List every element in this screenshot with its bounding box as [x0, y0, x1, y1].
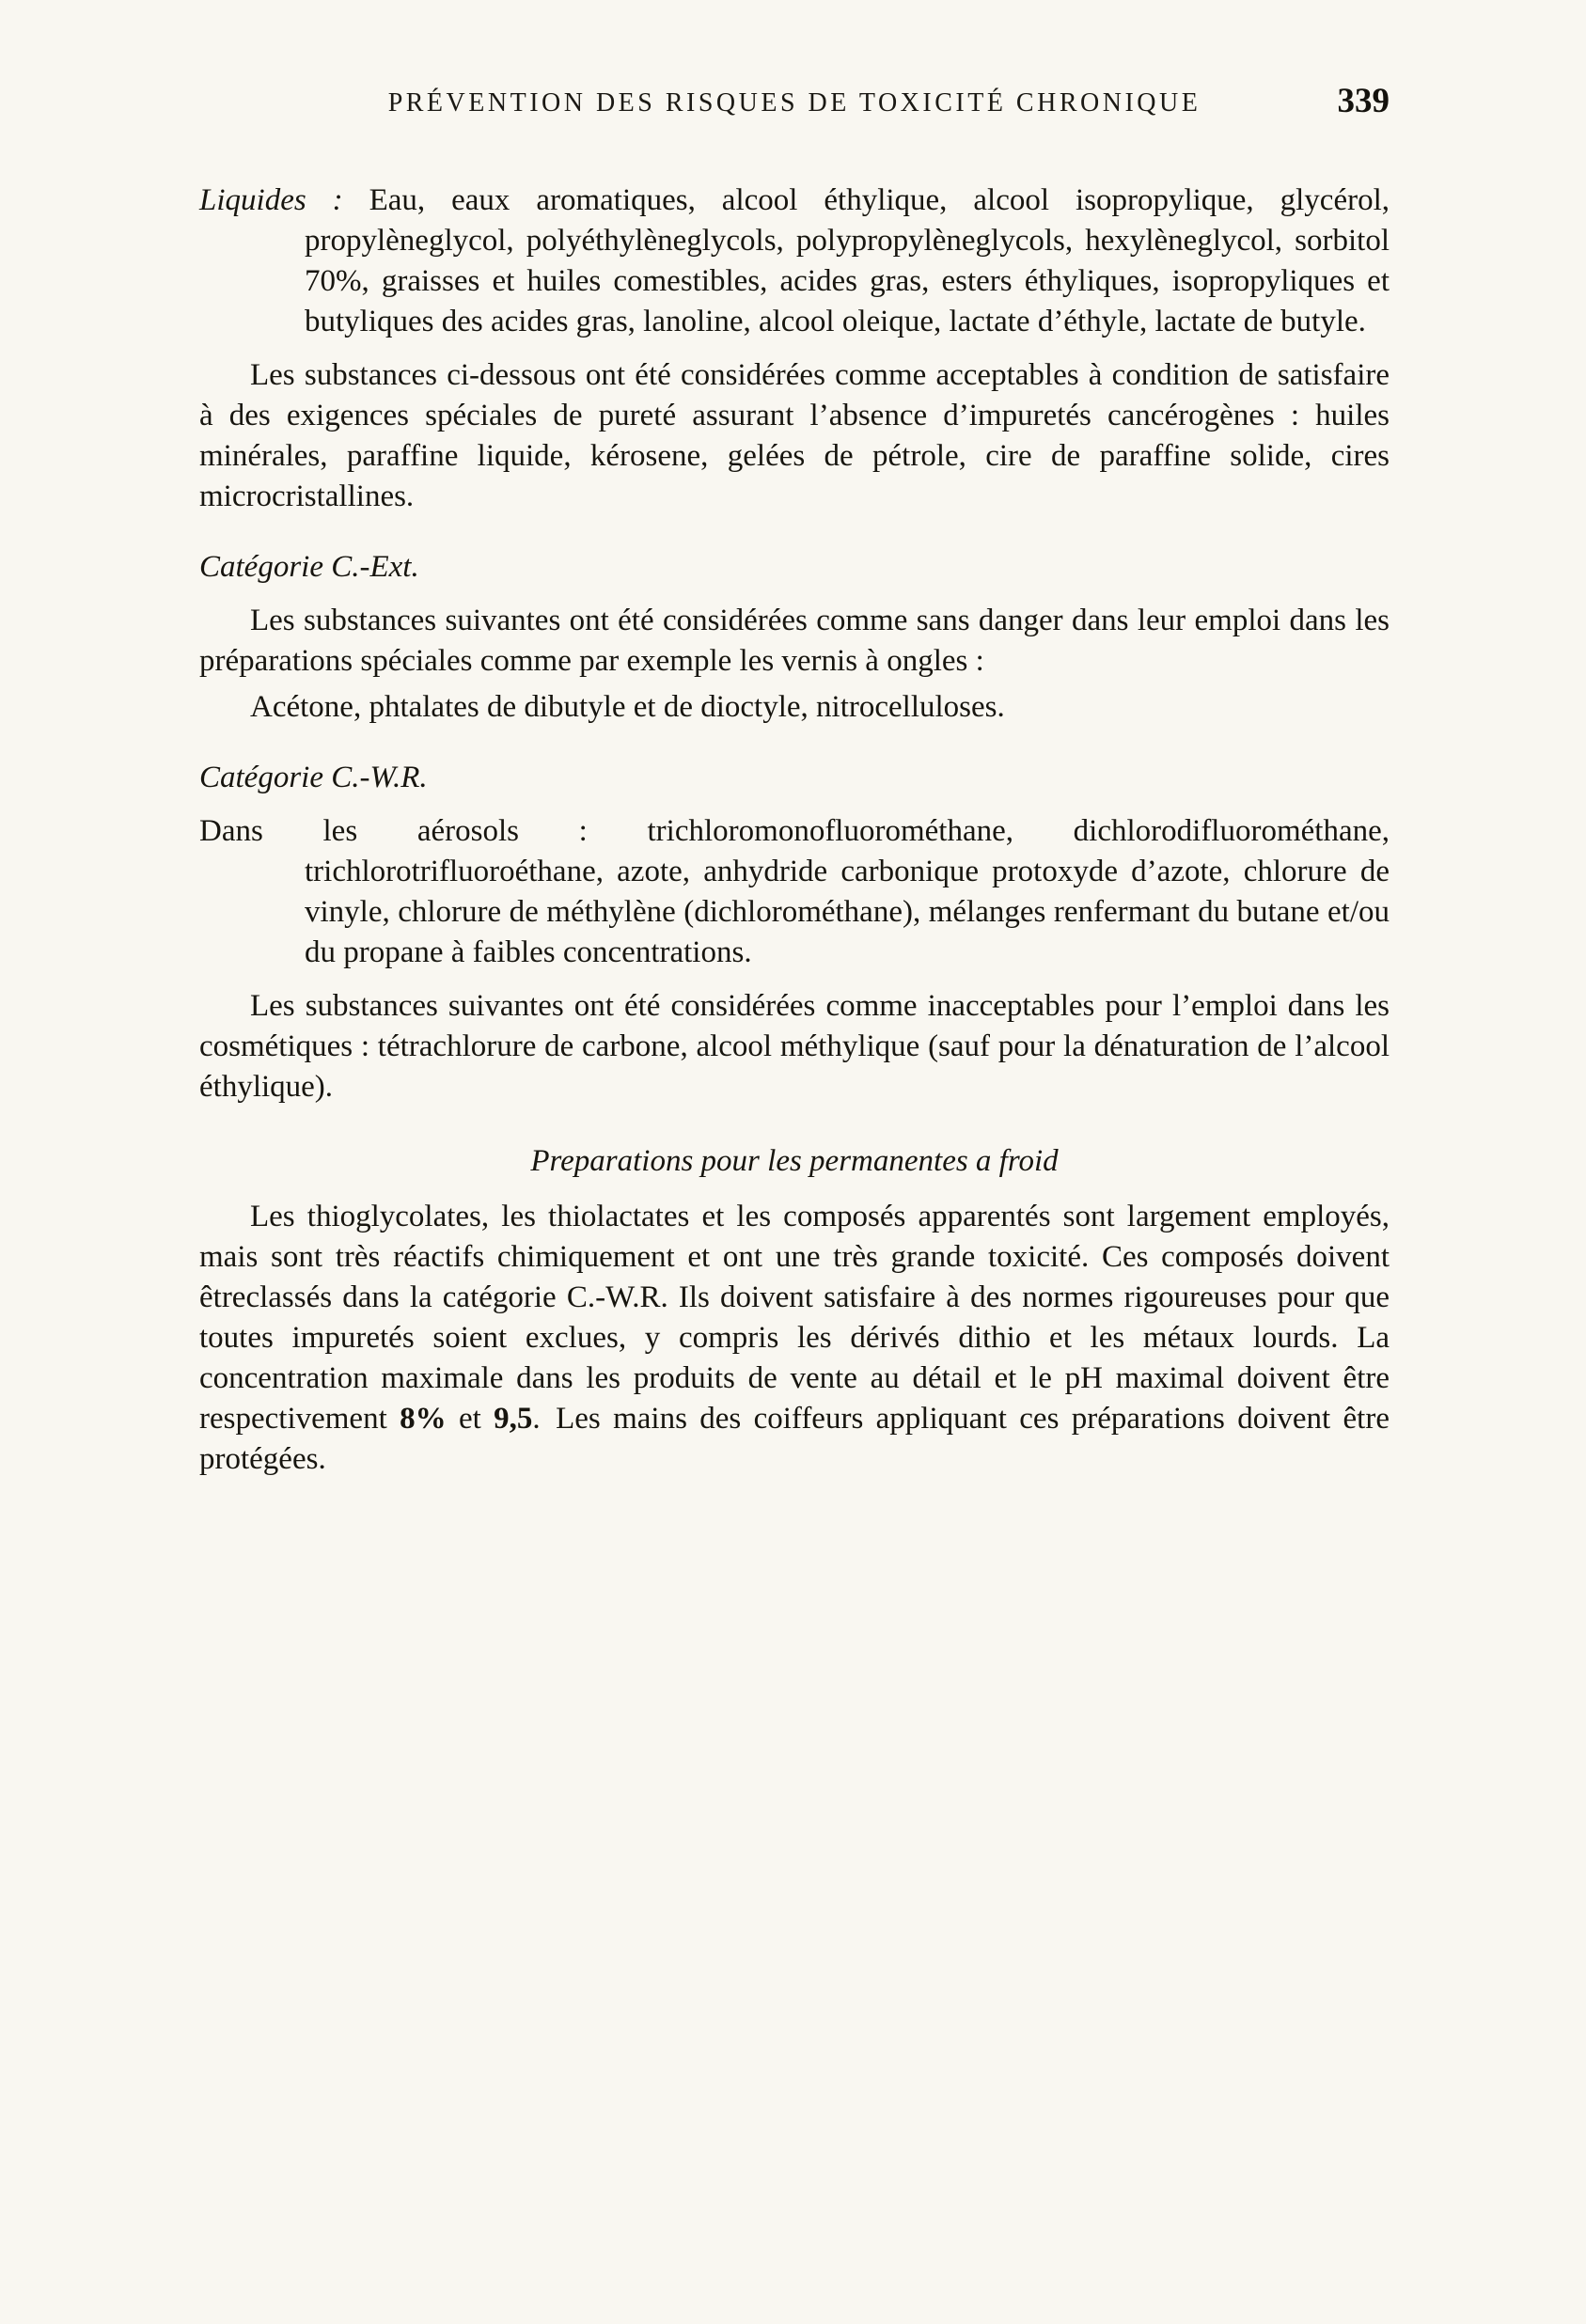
heading-categorie-c-ext: Catégorie C.-Ext.: [199, 550, 419, 584]
permanentes-text-middle: et: [446, 1402, 495, 1436]
page-number: 339: [1337, 82, 1390, 120]
paragraph-acceptables: Les substances ci-dessous ont été considérées comme acceptables à condition de satisfaire à des exigences spéciales de pureté assurant l’absence d’impuretés cancérogènes : huiles minérales, paraffine liquide, kérosene, gelées de pétrole, cire de paraffine solide, cires microcristallines.: [199, 358, 1390, 513]
text-column: [199, 81, 1390, 1480]
paragraph-inacceptables: Les substances suivantes ont été considérées comme inacceptables pour l’emploi dans les cosmétiques : tétrachlorure de carbone, alcool méthylique (sauf pour la dénaturation de l’alcool éthylique).: [199, 989, 1390, 1104]
paragraph-acetone: Acétone, phtalates de dibutyle et de dioctyle, nitrocelluloses.: [250, 690, 1005, 724]
permanentes-text-start: Les thioglycolates, les thiolactates et les composés apparentés sont largement employés, mais sont très réactifs chimiquement et ont une très grande toxicité. Ces composés doivent êtreclassés dans la catégorie C.-W.R. Ils doivent satisfaire à des normes rigoureuses pour que toutes impuretés soient exclues, y compris les dérivés dithio et les métaux lourds. La concentration maximale dans les produits de vente au détail et le pH maximal doivent être respectivement: [199, 1200, 1390, 1436]
ph-max-value-2: 9,5: [494, 1402, 533, 1436]
running-header: [199, 81, 1390, 128]
permanentes-text-end: . Les mains des coiffeurs appliquant ces préparations doivent être protégées.: [199, 1402, 1390, 1476]
paragraph-liquides: [199, 181, 1390, 342]
liquides-text: Eau, eaux aromatiques, alcool éthylique, alcool isopropylique, glycérol, propylèneglycol, polyéthylèneglycols, polypropylèneglycols, hexylèneglycol, sorbitol 70%, graisses et huiles comestibles, acides gras, esters éthyliques, isopropyliques et butyliques des acides gras, lanoline, alcool oleique, lactate d’éthyle, lactate de butyle.: [305, 183, 1390, 338]
aerosols-label: Dans les aérosols :: [199, 814, 588, 848]
paragraph-cat-ext: Les substances suivantes ont été considérées comme sans danger dans leur emploi dans les préparations spéciales comme par exemple les vernis à ongles :: [199, 604, 1390, 678]
heading-categorie-c-wr: Catégorie C.-W.R.: [199, 761, 428, 794]
paragraph-permanentes: [199, 1197, 1390, 1480]
liquides-label: Liquides :: [199, 183, 343, 217]
running-header-title: PRÉVENTION DES RISQUES DE TOXICITÉ CHRONIQUE: [387, 88, 1201, 118]
ph-max-value: 8%: [400, 1402, 447, 1436]
aerosols-text: trichloromonofluorométhane, dichlorodifluorométhane, trichlorotrifluoroéthane, azote, anhydride carbonique protoxyde d’azote, chlorure de vinyle, chlorure de méthylène (dichlorométhane), mélanges renfermant du butane et/ou du propane à faibles concentrations.: [305, 814, 1390, 969]
heading-permanentes: Preparations pour les permanentes a froid: [530, 1144, 1059, 1178]
paragraph-aerosols: [199, 811, 1390, 973]
